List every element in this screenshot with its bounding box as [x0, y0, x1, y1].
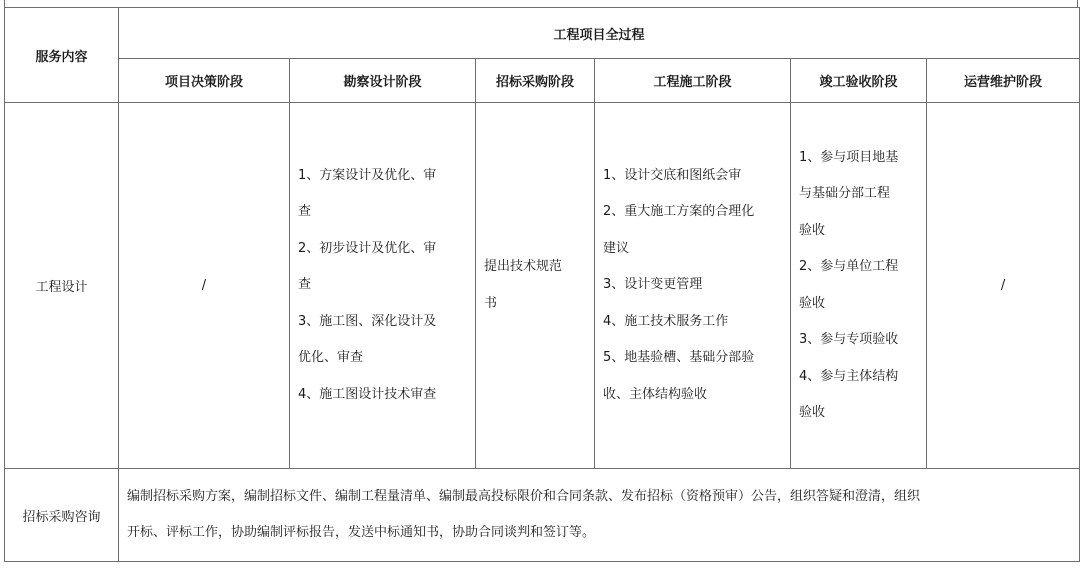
procurement-row-label: 招标采购咨询 [5, 469, 119, 562]
page-border-right [1077, 0, 1078, 7]
stage-header-acceptance: 竣工验收阶段 [791, 59, 927, 103]
list-line: 与基础分部工程 [799, 186, 891, 201]
design-row [5, 103, 1080, 469]
list-line: 1、设计交底和图纸会审 [603, 167, 742, 183]
design-survey-cell [290, 103, 476, 469]
list-line: 3、施工图、深化设计及 [298, 313, 437, 329]
list-line: 查 [298, 204, 312, 220]
design-acceptance-cell [791, 103, 927, 469]
group-header-row [5, 8, 1080, 59]
list-line: 验收 [799, 222, 826, 238]
stage-header-decision: 项目决策阶段 [119, 59, 290, 103]
list-line: 书 [484, 295, 498, 311]
design-decision-cell: / [119, 103, 290, 469]
stage-header-tender: 招标采购阶段 [476, 59, 595, 103]
list-line: 2、重大施工方案的合理化 [603, 204, 755, 220]
page-border-left [4, 0, 5, 7]
procurement-row [5, 469, 1080, 562]
list-line: 优化、审查 [298, 350, 364, 366]
list-line: 编制招标采购方案，编制招标文件、编制工程量清单、编制最高投标限价和合同条款、发布招标（资格预审）公告，组织答疑和澄清，组织 [127, 489, 921, 504]
group-header: 工程项目全过程 [119, 8, 1080, 59]
design-construction-cell [595, 103, 791, 469]
procurement-content-cell [119, 469, 1080, 562]
list-line: 收、主体结构验收 [603, 386, 708, 402]
stage-header-operation: 运营维护阶段 [927, 59, 1080, 103]
list-line: 查 [298, 277, 312, 293]
list-line: 提出技术规范 [484, 259, 563, 274]
stage-header-construction: 工程施工阶段 [595, 59, 791, 103]
stage-header-survey-design: 勘察设计阶段 [290, 59, 476, 103]
list-line: 建议 [603, 240, 630, 256]
list-line: 3、设计变更管理 [603, 277, 703, 293]
service-header: 服务内容 [5, 8, 119, 103]
list-line: 验收 [799, 295, 826, 311]
stage-header-row [5, 59, 1080, 103]
list-line: 1、方案设计及优化、审 [298, 167, 437, 183]
list-line: 5、地基验槽、基础分部验 [603, 350, 755, 366]
design-tender-cell [476, 103, 595, 469]
list-line: 2、初步设计及优化、审 [298, 240, 437, 256]
list-line: 4、施工技术服务工作 [603, 313, 729, 329]
list-line: 4、参与主体结构 [799, 368, 899, 384]
design-operation-cell: / [927, 103, 1080, 469]
design-row-label: 工程设计 [5, 103, 119, 469]
list-line: 开标、评标工作，协助编制评标报告，发送中标通知书，协助合同谈判和签订等。 [127, 525, 596, 540]
list-line: 1、参与项目地基 [799, 149, 899, 165]
list-line: 4、施工图设计技术审查 [298, 386, 437, 402]
list-line: 2、参与单位工程 [799, 259, 899, 274]
service-table [4, 7, 1080, 562]
list-line: 验收 [799, 405, 826, 420]
list-line: 3、参与专项验收 [799, 332, 899, 347]
